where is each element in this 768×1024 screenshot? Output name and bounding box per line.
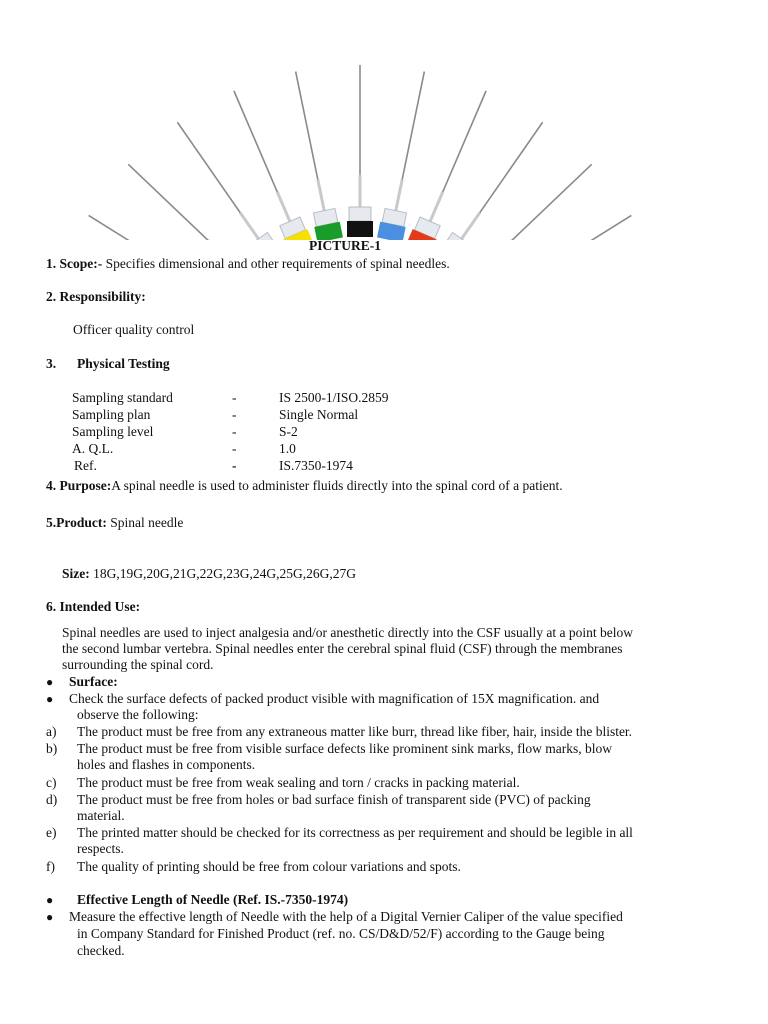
size-text: 18G,19G,20G,21G,22G,23G,24G,25G,26G,27G xyxy=(89,566,356,581)
sampling-row-value: IS 2500-1/ISO.2859 xyxy=(279,390,389,405)
scope-section xyxy=(46,256,450,272)
spinal-needles-picture xyxy=(80,55,640,240)
list-item-line: material. xyxy=(77,808,125,823)
responsibility-heading: 2. Responsibility: xyxy=(46,289,146,304)
needle-stylet xyxy=(240,213,263,240)
list-item-line: The printed matter should be checked for its correctness as per requirement and should be legible in all xyxy=(77,825,633,840)
sampling-row-dash: - xyxy=(232,441,237,456)
needle-color-hub xyxy=(347,221,373,237)
purpose-label: 4. Purpose: xyxy=(46,478,112,493)
list-marker: f) xyxy=(46,859,55,874)
list-item-line: respects. xyxy=(77,841,124,856)
purpose-text: A spinal needle is used to administer fluids directly into the spinal cord of a patient. xyxy=(111,478,563,493)
size-label: Size: xyxy=(62,566,90,581)
sampling-row-value: IS.7350-1974 xyxy=(279,458,353,473)
list-item-line: The product must be free from holes or bad surface finish of transparent side (PVC) of packing xyxy=(77,792,591,807)
needle-shaft xyxy=(483,164,592,240)
sampling-row-dash: - xyxy=(232,424,237,439)
sampling-row-key: Sampling standard xyxy=(72,390,173,405)
list-item-line: The product must be free from any extraneous matter like burr, thread like fiber, hair, inside the blister. xyxy=(77,724,633,739)
needle-shaft xyxy=(128,164,237,240)
bullet-icon: ● xyxy=(46,910,54,924)
responsibility-text: Officer quality control xyxy=(73,322,195,337)
sampling-row-key: Ref. xyxy=(74,458,97,473)
effective-length-line: checked. xyxy=(77,943,125,958)
sampling-row-key: Sampling plan xyxy=(72,407,151,422)
physical-testing-number: 3. xyxy=(46,356,57,371)
bullet-icon: ● xyxy=(46,692,54,706)
physical-testing-heading: Physical Testing xyxy=(77,356,170,371)
sampling-row-dash: - xyxy=(232,407,237,422)
effective-length-line: Measure the effective length of Needle with the help of a Digital Vernier Caliper of the value specified xyxy=(69,909,623,924)
scope-text: Specifies dimensional and other requirements of spinal needles. xyxy=(102,256,450,271)
sampling-row-value: 1.0 xyxy=(279,441,296,456)
list-marker: c) xyxy=(46,775,57,790)
sampling-row-dash: - xyxy=(232,390,237,405)
product-label: 5.Product: xyxy=(46,515,107,530)
bullet-icon: ● xyxy=(46,675,54,689)
needle-stylet xyxy=(457,213,480,240)
list-marker: d) xyxy=(46,792,58,807)
effective-length-line: in Company Standard for Finished Product (ref. no. CS/D&D/52/F) according to the Gauge being xyxy=(77,926,605,941)
needle-shaft xyxy=(504,215,631,240)
sampling-row-value: S-2 xyxy=(279,424,298,439)
intended-use-line: Spinal needles are used to inject analgesia and/or anesthetic directly into the CSF usually at a point below xyxy=(62,625,633,640)
effective-length-heading: Effective Length of Needle (Ref. IS.-7350-1974) xyxy=(77,892,349,907)
intended-use-line: the second lumbar vertebra. Spinal needles enter the cerebral spinal fluid (CSF) through the membranes xyxy=(62,641,623,656)
list-item-line: The quality of printing should be free from colour variations and spots. xyxy=(77,859,461,874)
intended-use-heading: 6. Intended Use: xyxy=(46,599,141,614)
surface-heading: Surface: xyxy=(69,674,118,689)
size-section xyxy=(62,566,356,582)
scope-label: 1. Scope:- xyxy=(46,256,103,271)
surface-intro-line: Check the surface defects of packed product visible with magnification of 15X magnification. and xyxy=(69,691,600,706)
bullet-icon: ● xyxy=(46,893,54,907)
sampling-row-dash: - xyxy=(232,458,237,473)
surface-intro-line: observe the following: xyxy=(77,707,199,722)
needle-shaft xyxy=(89,215,216,240)
needle-clear-hub xyxy=(349,207,371,221)
intended-use-line: surrounding the spinal cord. xyxy=(62,657,214,672)
list-marker: b) xyxy=(46,741,58,756)
sampling-row-value: Single Normal xyxy=(279,407,359,422)
list-item-line: The product must be free from visible surface defects like prominent sink marks, flow marks, blow xyxy=(77,741,612,756)
sampling-row-key: A. Q.L. xyxy=(72,441,114,456)
list-marker: e) xyxy=(46,825,57,840)
list-marker: a) xyxy=(46,724,57,739)
product-text: Spinal needle xyxy=(106,515,184,530)
list-item-line: holes and flashes in components. xyxy=(77,757,256,772)
product-section xyxy=(46,515,183,531)
purpose-section xyxy=(46,478,563,494)
list-item-line: The product must be free from weak sealing and torn / cracks in packing material. xyxy=(77,775,520,790)
sampling-row-key: Sampling level xyxy=(72,424,154,439)
figure-caption: PICTURE-1 xyxy=(308,238,381,253)
